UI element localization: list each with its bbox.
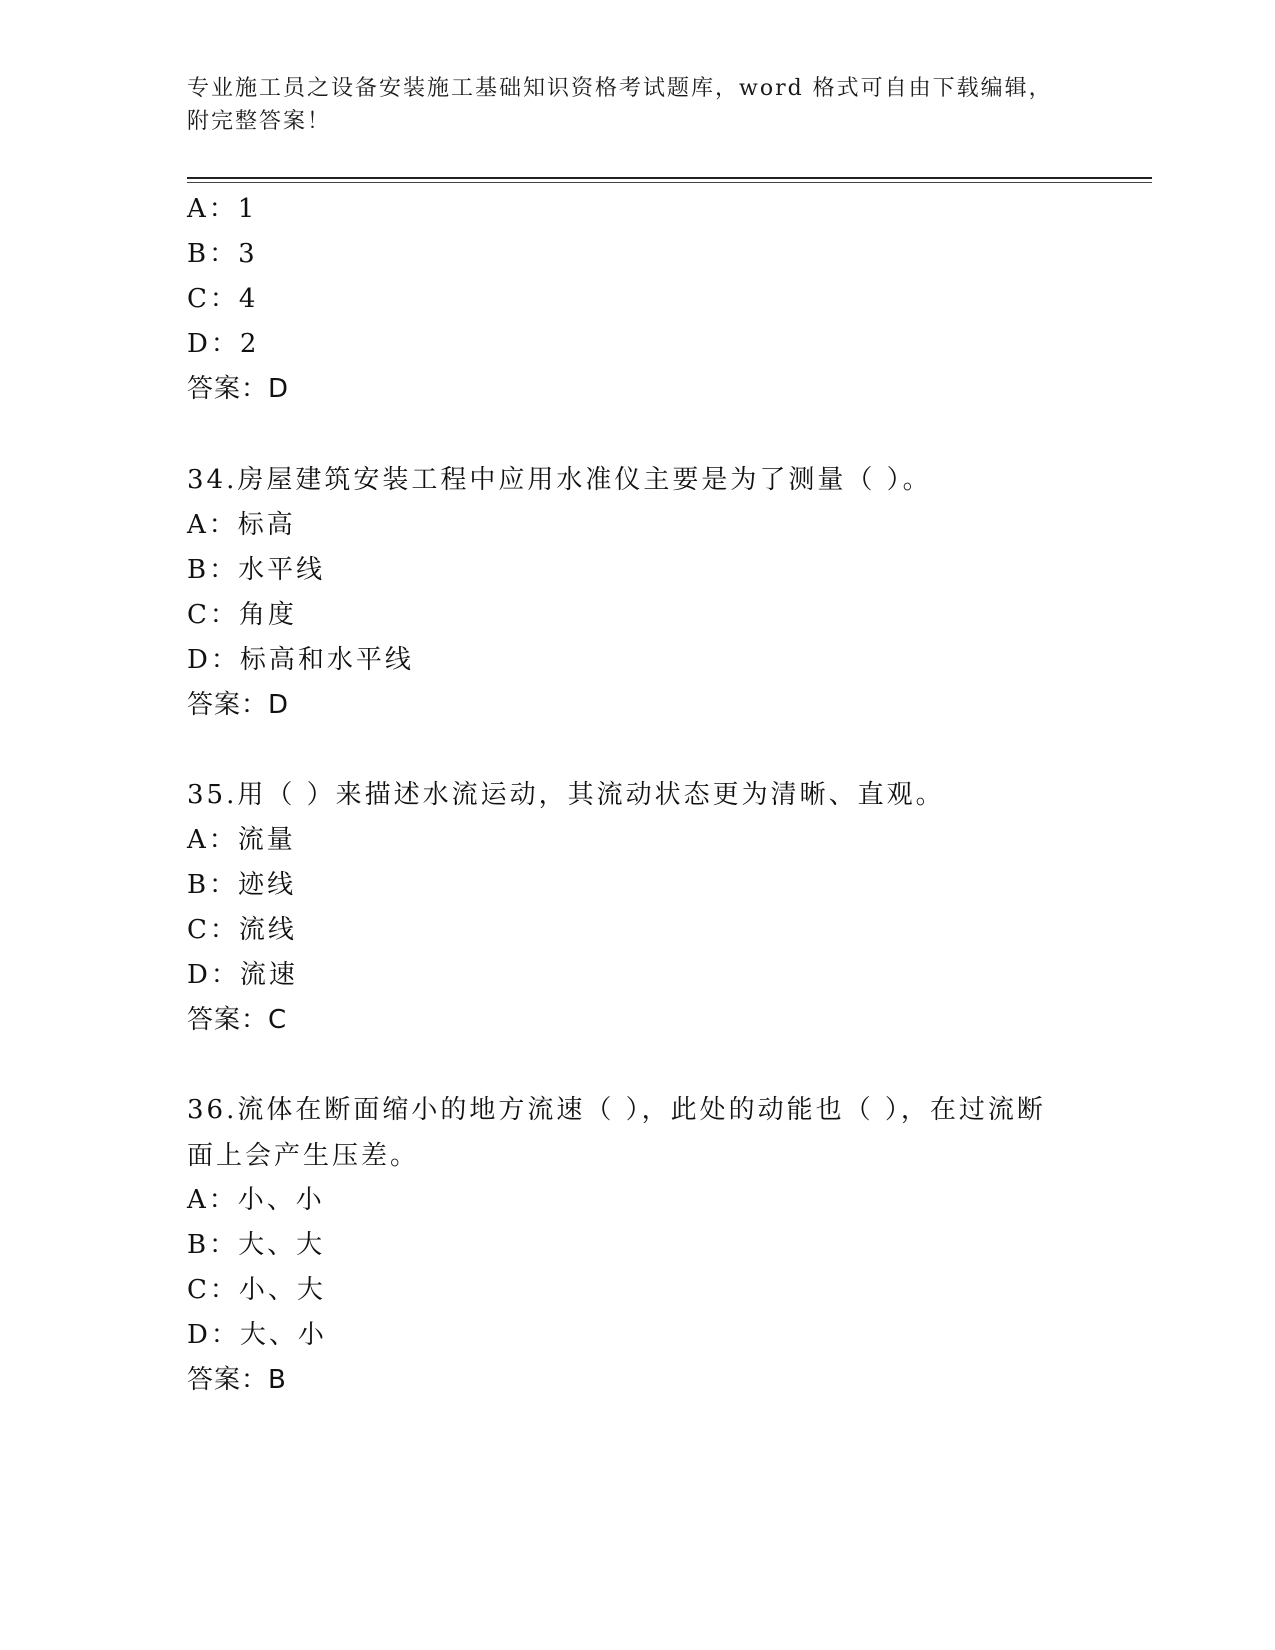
option-b: B：迹线 (187, 870, 297, 900)
header-divider-thin (187, 182, 1152, 183)
option-a: A：流量 (187, 825, 296, 855)
question-text: 36.流体在断面缩小的地方流速（ ），此处的动能也（ ），在过流断面上会产生压差。 (187, 1095, 1046, 1171)
option-c: C：流线 (187, 915, 297, 945)
option-d: D：2 (187, 329, 260, 359)
option-c: C：4 (187, 284, 259, 314)
question-text: 35.用（ ）来描述水流运动，其流动状态更为清晰、直观。 (187, 780, 945, 810)
answer-line: 答案：D (187, 690, 290, 720)
option-a: A：标高 (187, 510, 296, 540)
document-header: 专业施工员之设备安装施工基础知识资格考试题库，word 格式可自由下载编辑，附完整答案！ (187, 76, 1053, 134)
option-d: D：标高和水平线 (187, 645, 414, 675)
option-d: D：大、小 (187, 1320, 327, 1350)
question-text: 34.房屋建筑安装工程中应用水准仪主要是为了测量（ ）。 (187, 465, 932, 495)
option-c: C：小、大 (187, 1275, 326, 1305)
option-a: A：小、小 (187, 1185, 325, 1215)
option-b: B：水平线 (187, 555, 326, 585)
answer-line: 答案：D (187, 374, 290, 404)
option-b: B：3 (187, 239, 258, 269)
answer-line: 答案：C (187, 1005, 288, 1035)
header-divider-thick (187, 177, 1152, 179)
option-b: B：大、大 (187, 1230, 326, 1260)
option-c: C：角度 (187, 600, 297, 630)
option-a: A：1 (187, 194, 258, 224)
option-d: D：流速 (187, 960, 298, 990)
answer-line: 答案：B (187, 1365, 287, 1395)
